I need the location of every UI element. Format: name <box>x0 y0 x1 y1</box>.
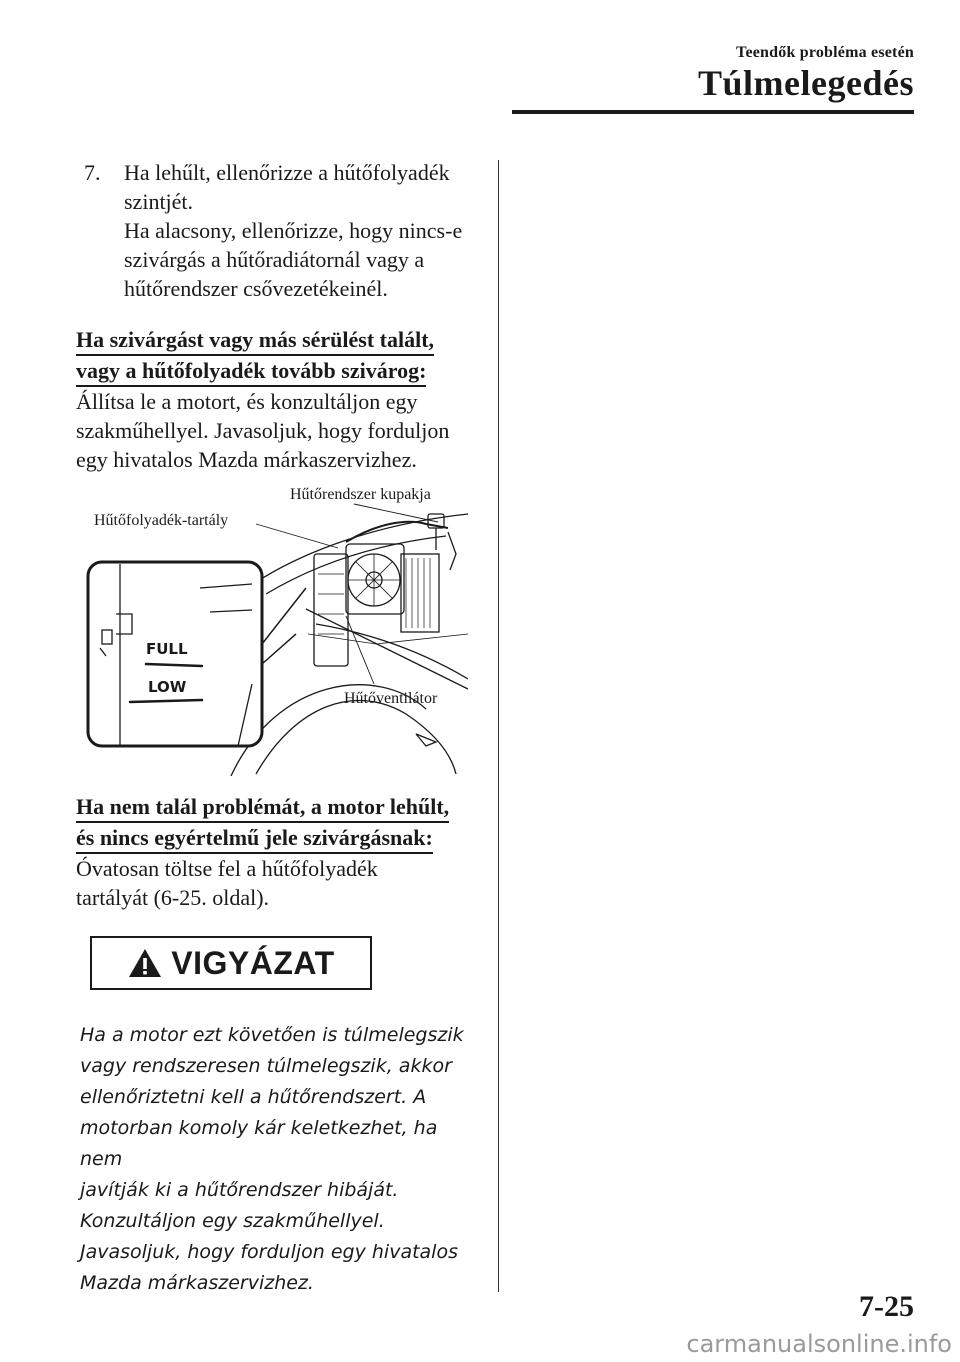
column-divider <box>498 160 499 1292</box>
leak-heading <box>76 325 466 387</box>
step-line: szintjét. <box>124 189 194 214</box>
leak-text-line: Állítsa le a motort, és konzultáljon egy <box>76 389 418 414</box>
caution-line: vagy rendszeresen túlmelegszik, akkor <box>80 1055 452 1077</box>
section-name: Teendők probléma esetén <box>736 44 914 61</box>
cap-label: Hűtőrendszer kupakja <box>290 486 431 503</box>
noleak-text-line: Óvatosan töltse fel a hűtőfolyadék <box>76 856 378 881</box>
caution-line: Ha a motor ezt követően is túlmelegszik <box>80 1024 464 1046</box>
caution-line: Mazda márkaszervizhez. <box>80 1272 314 1294</box>
caution-line: javítják ki a hűtőrendszer hibáját. <box>80 1179 399 1201</box>
fan-label: Hűtőventilátor <box>344 690 438 707</box>
step-line: hűtőrendszer csővezetékeinél. <box>124 276 388 301</box>
full-mark: FULL <box>146 640 188 658</box>
leak-text-line: egy hivatalos Mazda márkaszervizhez. <box>76 447 417 472</box>
page-number: 7-25 <box>859 1290 914 1323</box>
step-body <box>124 158 462 303</box>
coolant-system-figure <box>76 484 468 776</box>
noleak-text-line: tartályát (6-25. oldal). <box>76 885 270 910</box>
caution-label: VIGYÁZAT <box>171 944 335 981</box>
caution-line: Javasoljuk, hogy forduljon egy hivatalos <box>80 1241 458 1263</box>
left-column <box>76 158 466 1299</box>
caution-box <box>90 936 372 990</box>
heading-line: és nincs egyértelmű jele szivárgásnak: <box>76 823 433 854</box>
leak-text-line: szakműhellyel. Javasoljuk, hogy forduljon <box>76 418 450 443</box>
caution-line: Konzultáljon egy szakműhellyel. <box>80 1210 385 1232</box>
step-line: Ha lehűlt, ellenőrizze a hűtőfolyadék <box>124 160 450 185</box>
heading-line: vagy a hűtőfolyadék tovább szivárog: <box>76 356 426 387</box>
caution-line: motorban komoly kár keletkezhet, ha nem <box>80 1117 438 1170</box>
watermark: carmanualsonline.info <box>686 1330 952 1358</box>
heading-line: Ha szivárgást vagy más sérülést talált, <box>76 325 434 356</box>
caution-text <box>80 1020 480 1299</box>
header-rule <box>512 110 914 114</box>
heading-line: Ha nem talál problémát, a motor lehűlt, <box>76 792 449 823</box>
step-line: szivárgás a hűtőradiátornál vagy a <box>124 247 425 272</box>
step-number: 7. <box>84 160 101 185</box>
caution-line: ellenőriztetni kell a hűtőrendszert. A <box>80 1086 427 1108</box>
tank-label: Hűtőfolyadék-tartály <box>94 512 229 529</box>
noleak-heading <box>76 792 466 854</box>
page-title: Túlmelegedés <box>698 63 914 103</box>
step-7 <box>76 158 466 303</box>
step-line: Ha alacsony, ellenőrizze, hogy nincs-e <box>124 218 463 243</box>
low-mark: LOW <box>148 678 187 696</box>
warning-triangle-icon <box>127 947 163 979</box>
